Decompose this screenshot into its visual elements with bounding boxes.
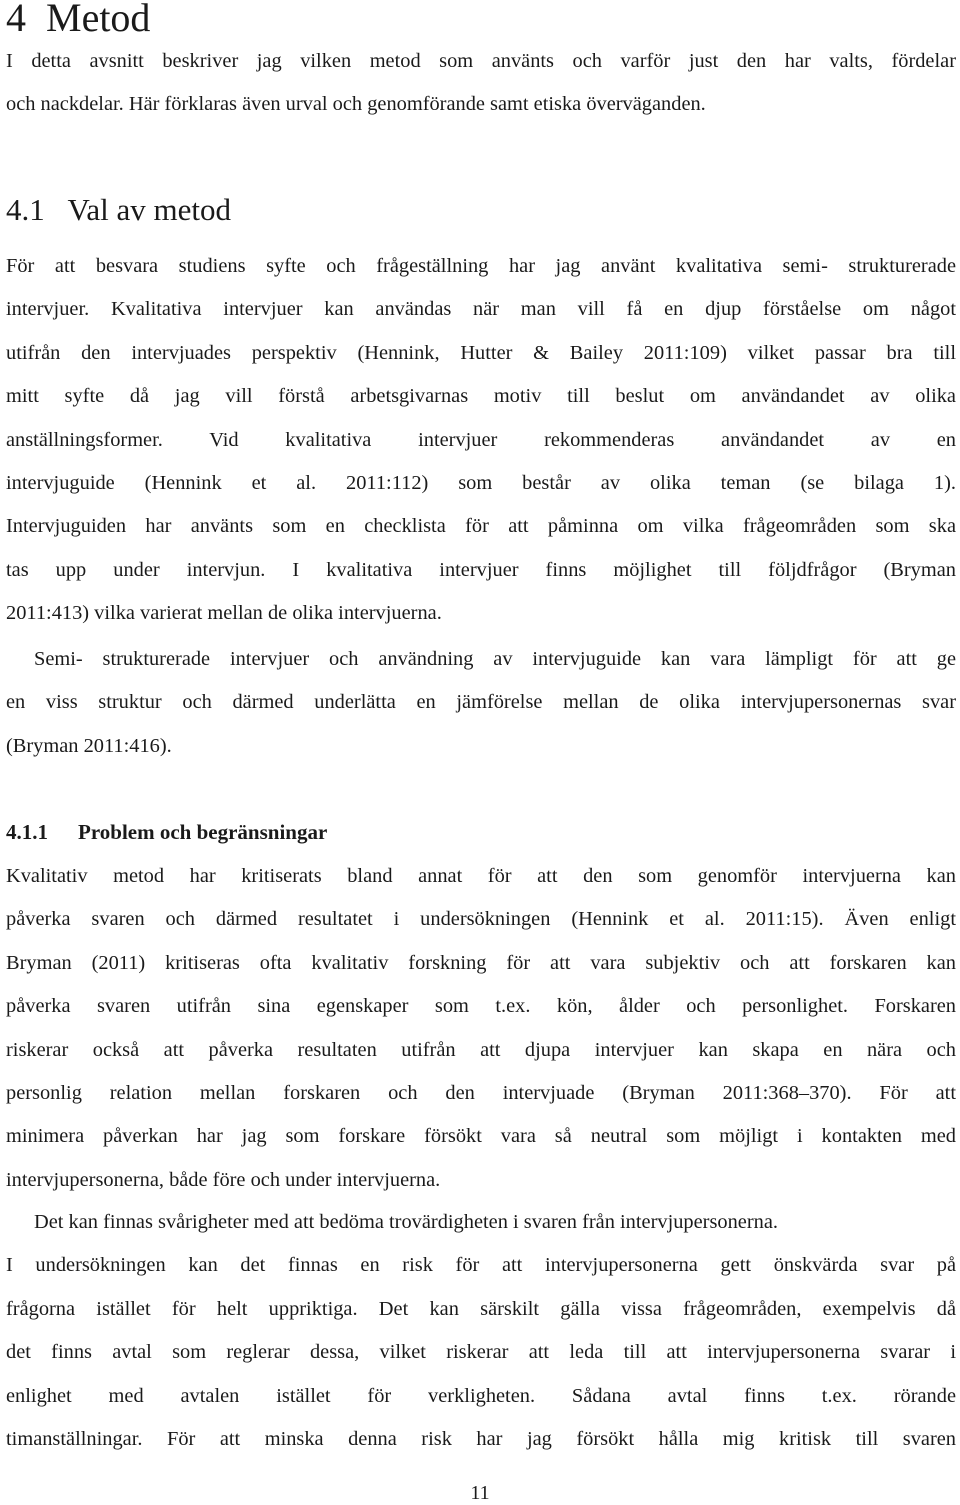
text-line: och nackdelar. Här förklaras även urval och genomförande samt etiska överväganden. xyxy=(6,93,706,115)
text-line: Kvalitativ metod har kritiserats bland annat för att den som genomför intervjuerna kan xyxy=(6,865,956,887)
section-heading-4-1: 4.1 Val av metod xyxy=(6,192,232,227)
text-line: intervjupersonerna, både före och under intervjuerna. xyxy=(6,1168,441,1191)
text-line: Intervjuguiden har använts som en checklista för att påminna om vilka frågeområden som ska xyxy=(6,515,956,538)
text-line: (Bryman 2011:416). xyxy=(6,734,172,757)
section-4-1-1-paragraph-1 xyxy=(6,855,956,1202)
intro-paragraph xyxy=(6,40,956,126)
section-4-1-1-paragraph-2 xyxy=(6,1201,956,1461)
text-line: det finns avtal som reglerar dessa, vilket riskerar att leda till att intervjupersonerna svarar i xyxy=(6,1341,956,1364)
text-line: intervjuguide (Hennink et al. 2011:112) som består av olika teman (se bilaga 1). xyxy=(6,472,956,495)
text-line: frågorna istället för helt uppriktiga. Det kan särskilt gälla vissa frågeområden, exempelvis då xyxy=(6,1297,956,1320)
text-line: utifrån den intervjuades perspektiv (Hennink, Hutter & Bailey 2011:109) vilket passar bra till xyxy=(6,341,956,364)
text-line: enlighet med avtalen istället för verkligheten. Sådana avtal finns t.ex. rörande xyxy=(6,1384,956,1407)
text-line: mitt syfte då jag vill förstå arbetsgivarnas motiv till beslut om användandet av olika xyxy=(6,385,956,408)
text-line: I detta avsnitt beskriver jag vilken metod som använts och varför just den har valts, fördelar xyxy=(6,50,956,72)
text-line: Bryman (2011) kritiseras ofta kvalitativ forskning för att vara subjektiv och att forskaren kan xyxy=(6,951,956,974)
section-4-1-paragraph-1 xyxy=(6,245,956,636)
text-line: en viss struktur och därmed underlätta en jämförelse mellan de olika intervjupersonernas svar xyxy=(6,691,956,714)
subsection-number: 4.1.1 xyxy=(6,820,48,844)
chapter-heading xyxy=(6,0,150,42)
text-line: minimera påverkan har jag som forskare försökt vara så neutral som möjligt i kontakten med xyxy=(6,1125,956,1148)
text-line: timanställningar. För att minska denna risk har jag försökt hålla mig kritisk till svaren xyxy=(6,1428,956,1451)
text-line: personlig relation mellan forskaren och den intervjuade (Bryman 2011:368–370). För att xyxy=(6,1082,956,1105)
text-line: riskerar också att påverka resultaten utifrån att djupa intervjuer kan skapa en nära och xyxy=(6,1038,956,1061)
text-line: påverka svaren utifrån sina egenskaper som t.ex. kön, ålder och personlighet. Forskaren xyxy=(6,995,956,1018)
text-line: påverka svaren och därmed resultatet i undersökningen (Hennink et al. 2011:15). Även enligt xyxy=(6,908,956,931)
text-line: intervjuer. Kvalitativa intervjuer kan användas när man vill få en djup förståelse om något xyxy=(6,298,956,321)
subsection-title: Problem och begränsningar xyxy=(78,820,328,844)
chapter-number: 4 xyxy=(6,0,26,40)
section-4-1-paragraph-2 xyxy=(6,638,956,768)
text-line: För att besvara studiens syfte och frågeställning har jag använt kvalitativa semi- strukturerade xyxy=(6,255,956,277)
text-line: I undersökningen kan det finnas en risk för att intervjupersonerna gett önskvärda svar på xyxy=(6,1254,956,1277)
subsection-heading-4-1-1 xyxy=(6,817,327,847)
chapter-title: Metod xyxy=(46,0,151,40)
text-line: Det kan finnas svårigheter med att bedöma trovärdigheten i svaren från intervjupersonerna. xyxy=(34,1211,778,1233)
text-line: anställningsformer. Vid kvalitativa intervjuer rekommenderas användandet av en xyxy=(6,428,956,451)
text-line: tas upp under intervjun. I kvalitativa intervjuer finns möjlighet till följdfrågor (Bryman xyxy=(6,558,956,581)
text-line: 2011:413) vilka varierat mellan de olika intervjuerna. xyxy=(6,602,442,625)
text-line: Semi- strukturerade intervjuer och användning av intervjuguide kan vara lämpligt för att ge xyxy=(34,648,956,670)
page-number: 11 xyxy=(470,1482,490,1504)
